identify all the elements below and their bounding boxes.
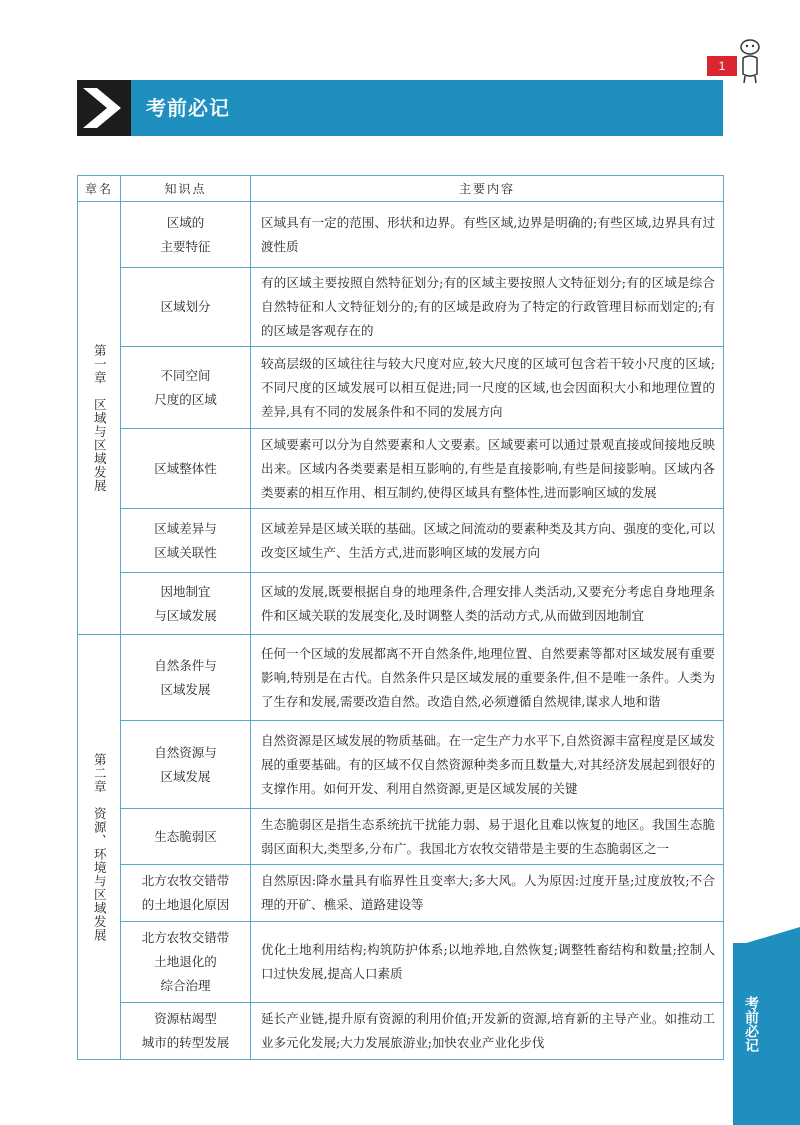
topic-label: 不同空间 尺度的区域 [154, 367, 217, 407]
topic-cell [121, 635, 251, 721]
topic-cell [121, 1003, 251, 1060]
topic-label: 因地制宜 与区域发展 [154, 583, 217, 623]
topic-cell [121, 429, 251, 509]
topic-cell [121, 573, 251, 635]
page-title: 考前必记 [146, 96, 230, 120]
topic-cell [121, 202, 251, 268]
table-row [78, 347, 724, 429]
table-row [78, 509, 724, 573]
topic-cell [121, 809, 251, 865]
content-cell: 区域的发展,既要根据自身的地理条件,合理安排人类活动,又要充分考虑自身地理条件和区域关联的发展变化,及时调整人类的活动方式,从而做到因地制宜 [251, 573, 724, 635]
content-cell: 有的区域主要按照自然特征划分;有的区域主要按照人文特征划分;有的区域是综合自然特征和人文特征划分的;有的区域是政府为了特定的行政管理目标而划定的;有的区域是客观存在的 [251, 268, 724, 347]
table-row [78, 809, 724, 865]
table-row [78, 865, 724, 922]
column-header-content: 主要内容 [251, 176, 724, 202]
topic-cell [121, 865, 251, 922]
topic-label: 区域划分 [160, 299, 211, 314]
content-cell: 自然原因:降水量具有临界性且变率大;多大风。人为原因:过度开垦;过度放牧;不合理的开矿、樵采、道路建设等 [251, 865, 724, 922]
topic-cell [121, 922, 251, 1003]
topic-label: 北方农牧交错带 土地退化的 综合治理 [141, 930, 230, 993]
table-row [78, 429, 724, 509]
topic-label: 自然条件与 区域发展 [154, 657, 217, 697]
topic-label: 区域整体性 [154, 460, 217, 476]
chapter-cell [78, 635, 121, 1060]
mascot-icon [737, 38, 763, 84]
content-cell: 优化土地利用结构;构筑防护体系;以地养地,自然恢复;调整牲畜结构和数量;控制人口过快发展,提高人口素质 [251, 922, 724, 1003]
topic-label: 资源枯竭型 城市的转型发展 [141, 1011, 230, 1050]
topic-cell [121, 268, 251, 347]
content-cell: 区域要素可以分为自然要素和人文要素。区域要素可以通过景观直接或间接地反映出来。区域内各类要素是相互影响的,有些是直接影响,有些是间接影响。区域内各类要素的相互作用、相互制约,使得区域具有整体性,进而影响区域的发展 [251, 429, 724, 509]
content-cell: 较高层级的区域往往与较大尺度对应,较大尺度的区域可包含若干较小尺度的区域;不同尺度的区域发展可以相互促进;同一尺度的区域,也会因面积大小和地理位置的差异,具有不同的发展条件和不同的发展方向 [251, 347, 724, 429]
table-row [78, 202, 724, 268]
table-row [78, 721, 724, 809]
content-cell: 区域差异是区域关联的基础。区域之间流动的要素种类及其方向、强度的变化,可以改变区域生产、生活方式,进而影响区域的发展方向 [251, 509, 724, 573]
topic-label: 北方农牧交错带 的土地退化原因 [141, 873, 230, 912]
table-row [78, 922, 724, 1003]
side-tab-label: 考前必记 [743, 996, 759, 1052]
table-row [78, 1003, 724, 1060]
content-cell: 延长产业链,提升原有资源的利用价值;开发新的资源,培育新的主导产业。如推动工业多元化发展;大力发展旅游业;加快农业产业化步伐 [251, 1003, 724, 1060]
chapter-name: 第一章 区域与区域发展 [92, 343, 108, 493]
chapter-name: 第二章 资源、环境与区域发展 [92, 752, 108, 942]
topic-label: 自然资源与 区域发展 [154, 744, 217, 784]
table-row [78, 268, 724, 347]
topic-label: 区域差异与 区域关联性 [154, 520, 217, 560]
content-cell: 自然资源是区域发展的物质基础。在一定生产力水平下,自然资源丰富程度是区域发展的重要基础。有的区域不仅自然资源种类多而且数量大,对其经济发展起到很好的支撑作用。如何开发、利用自然资源,更是区域发展的关键 [251, 721, 724, 809]
topic-cell [121, 347, 251, 429]
table-row [78, 573, 724, 635]
knowledge-table [77, 175, 724, 1060]
column-header-topic: 知识点 [121, 176, 251, 202]
topic-label: 生态脆弱区 [154, 828, 217, 844]
topic-cell [121, 721, 251, 809]
chapter-cell [78, 202, 121, 635]
content-cell: 任何一个区域的发展都离不开自然条件,地理位置、自然要素等都对区域发展有重要影响,特别是在古代。自然条件只是区域发展的重要条件,但不是唯一条件。人类为了生存和发展,需要改造自然。改造自然,必须遵循自然规律,谋求人地和谐 [251, 635, 724, 721]
table-header-row [78, 176, 724, 202]
chevron-right-icon [77, 80, 131, 136]
column-header-chapter: 章名 [78, 176, 121, 202]
topic-cell [121, 509, 251, 573]
page-number: 1 [707, 56, 737, 76]
content-cell: 区域具有一定的范围、形状和边界。有些区域,边界是明确的;有些区域,边界具有过渡性质 [251, 202, 724, 268]
table-row [78, 635, 724, 721]
topic-label: 区域的 主要特征 [160, 214, 211, 254]
content-cell: 生态脆弱区是指生态系统抗干扰能力弱、易于退化且难以恢复的地区。我国生态脆弱区面积大,类型多,分布广。我国北方农牧交错带是主要的生态脆弱区之一 [251, 809, 724, 865]
